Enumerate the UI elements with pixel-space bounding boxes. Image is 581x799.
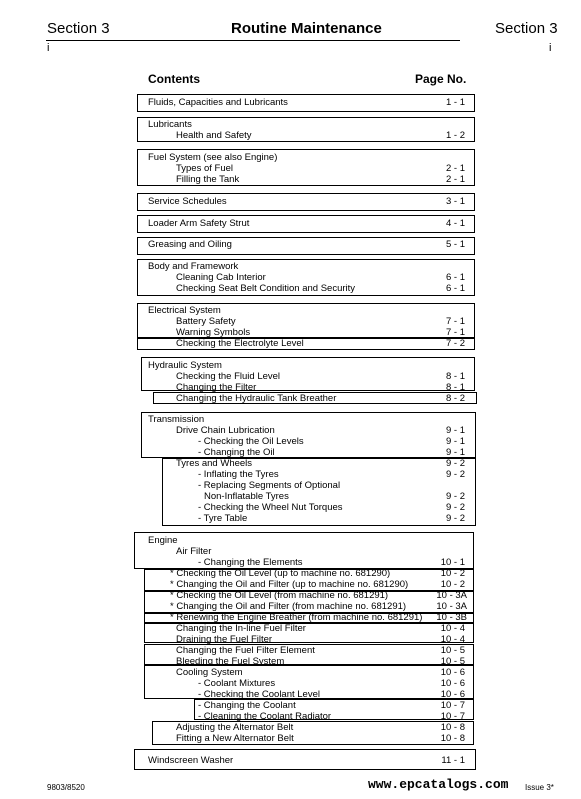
toc-entry: Lubricants bbox=[148, 119, 192, 130]
toc-page-number: 1 - 1 bbox=[445, 97, 465, 108]
toc-entry: Air Filter bbox=[176, 546, 212, 557]
toc-page-number: 9 - 2 bbox=[445, 491, 465, 502]
toc-page-number: 7 - 1 bbox=[445, 316, 465, 327]
toc-entry: - Replacing Segments of Optional bbox=[198, 480, 341, 491]
toc-entry: Warning Symbols bbox=[176, 327, 251, 338]
issue-label: Issue 3* bbox=[525, 783, 554, 792]
toc-page-number: 10 - 8 bbox=[440, 733, 465, 744]
toc-page-number: 9 - 2 bbox=[445, 458, 465, 469]
toc-entry: Fluids, Capacities and Lubricants bbox=[148, 97, 288, 108]
toc-entry: Drive Chain Lubrication bbox=[176, 425, 275, 436]
toc-page-number: 10 - 6 bbox=[440, 689, 465, 700]
toc-page-number: 10 - 3B bbox=[436, 612, 467, 623]
toc-page-number: 10 - 3A bbox=[436, 590, 467, 601]
toc-page-number: 10 - 4 bbox=[440, 634, 465, 645]
toc-entry: * Checking the Oil Level (from machine no. 681291) bbox=[170, 590, 389, 601]
toc-entry: - Tyre Table bbox=[198, 513, 248, 524]
toc-entry: Filling the Tank bbox=[176, 174, 240, 185]
toc-entry: Service Schedules bbox=[148, 196, 227, 207]
toc-entry: Changing the In-line Fuel Filter bbox=[176, 623, 306, 634]
toc-page-number: 10 - 3A bbox=[436, 601, 467, 612]
section-label-left: Section 3 bbox=[47, 20, 110, 37]
page-number-heading: Page No. bbox=[415, 72, 467, 86]
toc-page-number: 10 - 5 bbox=[440, 656, 465, 667]
toc-entry: Hydraulic System bbox=[148, 360, 222, 371]
toc-page-number: 10 - 7 bbox=[440, 700, 465, 711]
toc-page-number: 6 - 1 bbox=[445, 283, 465, 294]
toc-entry: Checking the Electrolyte Level bbox=[176, 338, 304, 349]
toc-entry: Draining the Fuel Filter bbox=[176, 634, 273, 645]
toc-entry: Battery Safety bbox=[176, 316, 236, 327]
section-label-right: Section 3 bbox=[495, 20, 558, 37]
toc-page-number: 8 - 1 bbox=[445, 382, 465, 393]
toc-page-number: 1 - 2 bbox=[445, 130, 465, 141]
toc-entry: - Changing the Oil bbox=[198, 447, 275, 458]
page-number-right: i bbox=[549, 42, 552, 54]
toc-page-number: 9 - 2 bbox=[445, 502, 465, 513]
toc-entry: Fuel System (see also Engine) bbox=[148, 152, 278, 163]
toc-entry: * Changing the Oil and Filter (up to machine no. 681290) bbox=[170, 579, 409, 590]
toc-page-number: 8 - 1 bbox=[445, 371, 465, 382]
toc-page-number: 9 - 1 bbox=[445, 436, 465, 447]
toc-entry: * Changing the Oil and Filter (from machine no. 681291) bbox=[170, 601, 407, 612]
toc-entry: Checking the Fluid Level bbox=[176, 371, 281, 382]
toc-page-number: 10 - 7 bbox=[440, 711, 465, 722]
toc-page-number: 9 - 2 bbox=[445, 513, 465, 524]
toc-entry: Transmission bbox=[148, 414, 205, 425]
toc-entry: Fitting a New Alternator Belt bbox=[176, 733, 294, 744]
toc-page-number: 10 - 2 bbox=[440, 568, 465, 579]
toc-page-number: 2 - 1 bbox=[445, 163, 465, 174]
toc-page-number: 9 - 2 bbox=[445, 469, 465, 480]
toc-entry: Changing the Hydraulic Tank Breather bbox=[176, 393, 337, 404]
toc-entry: Tyres and Wheels bbox=[176, 458, 253, 469]
toc-page-number: 7 - 1 bbox=[445, 327, 465, 338]
toc-entry: * Renewing the Engine Breather (from machine no. 681291) bbox=[170, 612, 423, 623]
toc-entry: Bleeding the Fuel System bbox=[176, 656, 285, 667]
toc-entry: - Cleaning the Coolant Radiator bbox=[198, 711, 332, 722]
toc-entry: * Checking the Oil Level (up to machine no. 681290) bbox=[170, 568, 391, 579]
toc-entry: - Inflating the Tyres bbox=[198, 469, 279, 480]
toc-entry: Electrical System bbox=[148, 305, 221, 316]
toc-entry: - Checking the Oil Levels bbox=[198, 436, 304, 447]
toc-page-number: 10 - 5 bbox=[440, 645, 465, 656]
toc-page-number: 6 - 1 bbox=[445, 272, 465, 283]
page-title: Routine Maintenance bbox=[231, 20, 382, 37]
toc-entry: Adjusting the Alternator Belt bbox=[176, 722, 294, 733]
toc-entry: Engine bbox=[148, 535, 178, 546]
toc-page-number: 10 - 8 bbox=[440, 722, 465, 733]
toc-page-number: 9 - 1 bbox=[445, 447, 465, 458]
header-rule bbox=[46, 40, 460, 41]
toc-entry: Cleaning Cab Interior bbox=[176, 272, 266, 283]
toc-entry: Checking Seat Belt Condition and Security bbox=[176, 283, 356, 294]
toc-page-number: 10 - 6 bbox=[440, 678, 465, 689]
toc-page-number: 5 - 1 bbox=[445, 239, 465, 250]
toc-page-number: 8 - 2 bbox=[445, 393, 465, 404]
toc-entry: Windscreen Washer bbox=[148, 755, 234, 766]
toc-entry: Loader Arm Safety Strut bbox=[148, 218, 250, 229]
toc-entry: Health and Safety bbox=[176, 130, 252, 141]
toc-entry: - Changing the Elements bbox=[198, 557, 303, 568]
watermark: www.epcatalogs.com bbox=[368, 777, 509, 792]
toc-entry: Body and Framework bbox=[148, 261, 239, 272]
toc-page-number: 10 - 4 bbox=[440, 623, 465, 634]
page-number-left: i bbox=[47, 42, 50, 54]
toc-page-number: 7 - 2 bbox=[445, 338, 465, 349]
toc-entry: - Checking the Wheel Nut Torques bbox=[198, 502, 343, 513]
toc-entry: Cooling System bbox=[176, 667, 243, 678]
toc-page-number: 10 - 6 bbox=[440, 667, 465, 678]
toc-page-number: 9 - 1 bbox=[445, 425, 465, 436]
toc-page-number: 10 - 1 bbox=[440, 557, 465, 568]
toc-page-number: 4 - 1 bbox=[445, 218, 465, 229]
toc-page-number: 10 - 2 bbox=[440, 579, 465, 590]
toc-entry: Greasing and Oiling bbox=[148, 239, 232, 250]
toc-entry: - Coolant Mixtures bbox=[198, 678, 276, 689]
document-number: 9803/8520 bbox=[47, 783, 85, 792]
toc-entry: - Checking the Coolant Level bbox=[198, 689, 320, 700]
toc-page-number: 11 - 1 bbox=[441, 755, 465, 766]
toc-page-number: 2 - 1 bbox=[445, 174, 465, 185]
toc-page-number: 3 - 1 bbox=[445, 196, 465, 207]
contents-heading: Contents bbox=[148, 72, 200, 86]
toc-entry: Changing the Fuel Filter Element bbox=[176, 645, 315, 656]
toc-entry: Non-Inflatable Tyres bbox=[204, 491, 289, 502]
toc-entry: Types of Fuel bbox=[176, 163, 234, 174]
toc-entry: Changing the Filter bbox=[176, 382, 257, 393]
toc-entry: - Changing the Coolant bbox=[198, 700, 296, 711]
